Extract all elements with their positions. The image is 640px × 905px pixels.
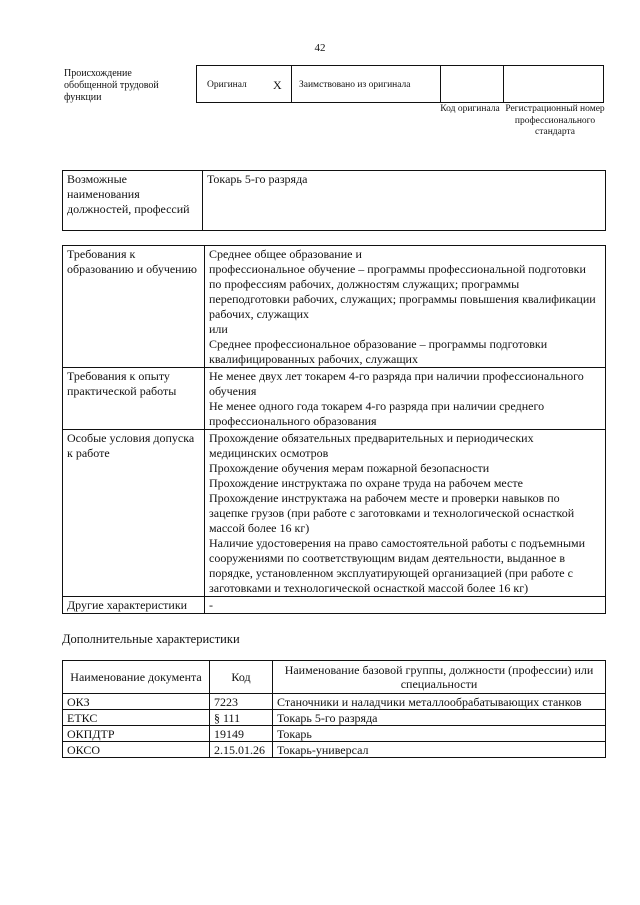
cell-code: 2.15.01.26 [210, 742, 273, 758]
header-doc: Наименование документа [63, 661, 210, 694]
conditions-label: Особые условия допуска к работе [63, 430, 205, 597]
header-row [63, 661, 606, 694]
reg-caption: Регистрационный номер профессионального стандарта [505, 104, 605, 137]
experience-label: Требования к опыту практической работы [63, 368, 205, 430]
cell-doc: ЕТКС [63, 710, 210, 726]
conditions-value [205, 430, 606, 597]
text-line: Прохождение инструктажа на рабочем месте и проверки навыков по зацепке грузов (при работе с заготовками и технологической оснасткой массой более 16 кг) [209, 491, 575, 535]
requirements-row [63, 597, 606, 614]
origin-label: Происхождение обобщенной трудовой функции [64, 68, 159, 103]
text-line: Не менее одного года токарем 4-го разряда при наличии среднего профессионального образования [209, 399, 545, 428]
table-row [63, 694, 606, 710]
header-name: Наименование базовой группы, должности (профессии) или специальности [273, 661, 606, 694]
text-line: Прохождение инструктажа по охране труда на рабочем месте [209, 476, 523, 490]
experience-value [205, 368, 606, 430]
cell-code: § 111 [210, 710, 273, 726]
reg-cell [503, 66, 504, 102]
cell-code: 7223 [210, 694, 273, 710]
cell-doc: ОКСО [63, 742, 210, 758]
requirements-row [63, 246, 606, 368]
page-number: 42 [314, 42, 326, 54]
text-line: Среднее общее образование и [209, 247, 362, 261]
code-caption: Код оригинала [440, 104, 500, 114]
text-line: Прохождение обязательных предварительных и периодических медицинских осмотров [209, 431, 534, 460]
requirements-table [62, 245, 606, 614]
other-value: - [205, 597, 606, 614]
education-label: Требования к образованию и обучению [63, 246, 205, 368]
code-cell [440, 66, 441, 102]
additional-table [62, 660, 606, 758]
table-row [63, 726, 606, 742]
cell-name: Токарь 5-го разряда [273, 710, 606, 726]
education-value [205, 246, 606, 368]
original-mark: X [273, 78, 282, 92]
additional-title: Дополнительные характеристики [62, 632, 240, 646]
text-line: Среднее профессиональное образование – программы подготовки квалифицированных рабочих, служащих [209, 337, 548, 366]
positions-value: Токарь 5-го разряда [203, 171, 606, 231]
text-line: профессиональное обучение – программы профессиональной подготовки по профессиям рабочих, должностям служащих; программы переподготовки рабочих, служащих; программы повышения квалификации рабочих, служащих [209, 262, 596, 321]
requirements-row [63, 430, 606, 597]
cell-doc: ОКЗ [63, 694, 210, 710]
requirements-row [63, 368, 606, 430]
borrowed-label: Заимствовано из оригинала [299, 80, 411, 90]
cell-name: Токарь-универсал [273, 742, 606, 758]
table-row [63, 710, 606, 726]
divider [291, 66, 292, 102]
cell-name: Токарь [273, 726, 606, 742]
text-line: Наличие удостоверения на право самостоятельной работы с подъемными сооружениями по соответствующим видам деятельности, выданное в порядке, установленном эксплуатирующей организацией (при работе с заготовками и технологической оснасткой массой более 16 кг) [209, 536, 586, 595]
cell-doc: ОКПДТР [63, 726, 210, 742]
cell-code: 19149 [210, 726, 273, 742]
positions-label: Возможные наименования должностей, профессий [63, 171, 203, 231]
text-line: Прохождение обучения мерам пожарной безопасности [209, 461, 490, 475]
table-row [63, 742, 606, 758]
other-label: Другие характеристики [63, 597, 205, 614]
header-code: Код [210, 661, 273, 694]
original-label: Оригинал [207, 80, 247, 90]
text-line: или [209, 322, 228, 336]
text-line: Не менее двух лет токарем 4-го разряда при наличии профессионального обучения [209, 369, 584, 398]
origin-box [196, 65, 604, 103]
positions-table [62, 170, 606, 231]
cell-name: Станочники и наладчики металлообрабатывающих станков [273, 694, 606, 710]
